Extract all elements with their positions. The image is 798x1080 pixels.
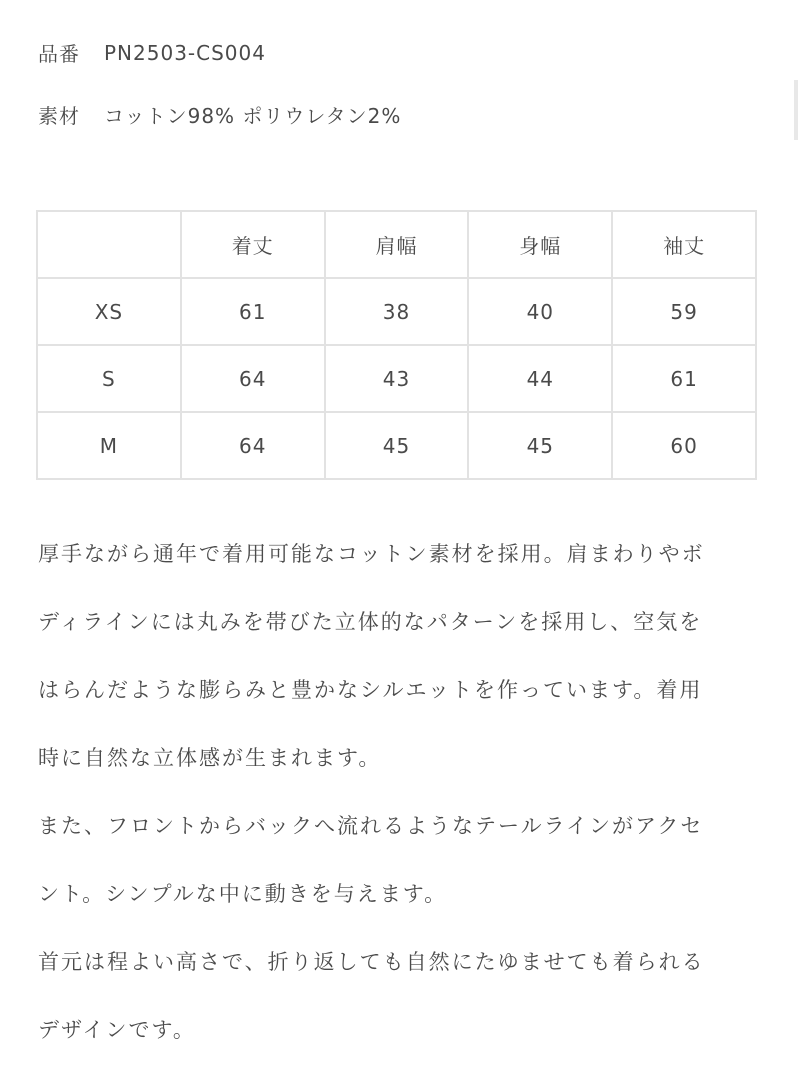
table-row [37,278,756,345]
header-cell-empty [37,211,181,278]
description-line: 厚手ながら通年で着用可能なコットン素材を採用。肩まわりやボ [38,542,705,566]
shoulder-cell: 38 [325,278,469,345]
description-line: また、フロントからバックへ流れるようなテールラインがアクセ [38,814,704,838]
product-code-line [38,38,266,67]
description-line: ント。シンプルな中に動きを与えます。 [38,882,448,906]
header-cell-chest: 身幅 [468,211,612,278]
chest-cell: 44 [468,345,612,412]
size-cell: M [37,412,181,479]
material-value: コットン98% ポリウレタン2% [104,104,402,128]
length-cell: 64 [181,345,325,412]
description-line: ディラインには丸みを帯びた立体的なパターンを採用し、空気を [38,610,703,634]
length-cell: 64 [181,412,325,479]
sleeve-cell: 60 [612,412,756,479]
table-row [37,412,756,479]
description-line: 首元は程よい高さで、折り返しても自然にたゆませても着られる [38,950,705,974]
shoulder-cell: 45 [325,412,469,479]
chest-cell: 45 [468,412,612,479]
length-cell: 61 [181,278,325,345]
header-cell-sleeve: 袖丈 [612,211,756,278]
size-cell: XS [37,278,181,345]
scroll-indicator [794,80,798,140]
product-code-label: 品番 [38,42,80,66]
material-line [38,100,401,129]
size-table [36,210,757,480]
description-line: デザインです。 [38,1018,196,1042]
description-line: はらんだような膨らみと豊かなシルエットを作っています。着用 [38,678,703,702]
product-description [38,520,758,1064]
description-line: 時に自然な立体感が生まれます。 [38,746,382,770]
product-code-value: PN2503-CS004 [104,40,266,65]
header-cell-shoulder: 肩幅 [325,211,469,278]
size-cell: S [37,345,181,412]
table-row [37,345,756,412]
chest-cell: 40 [468,278,612,345]
material-label: 素材 [38,104,80,128]
size-table-header-row [37,211,756,278]
shoulder-cell: 43 [325,345,469,412]
sleeve-cell: 61 [612,345,756,412]
header-cell-length: 着丈 [181,211,325,278]
sleeve-cell: 59 [612,278,756,345]
